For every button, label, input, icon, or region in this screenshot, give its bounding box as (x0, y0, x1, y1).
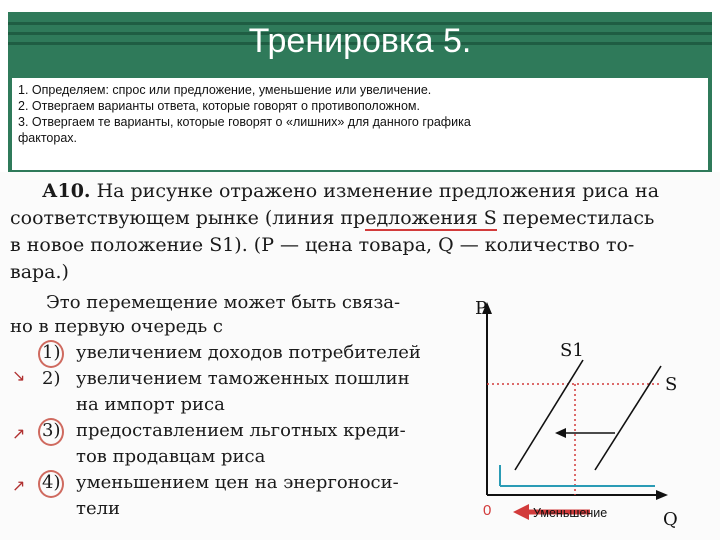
underline-mark (365, 229, 497, 231)
shift-arrow-icon (555, 428, 566, 438)
option-3-text: предоставлением льготных креди- (76, 420, 406, 441)
s1-line (515, 360, 583, 470)
question-text: На рисунке отражено изменение предложения риса на (96, 180, 660, 202)
option-number: 2) (42, 368, 61, 389)
crossout-mark (38, 470, 64, 498)
s-label: S (665, 374, 678, 395)
question-number: А10. (42, 180, 91, 202)
s-line (595, 366, 661, 470)
prompt-line: Это перемещение может быть связа- (46, 292, 401, 313)
up-arrow-icon: ↗ (12, 426, 26, 443)
header-band (0, 0, 720, 175)
decrease-arrow-icon (513, 504, 529, 520)
origin-label: 0 (483, 502, 492, 519)
option-3-text: тов продавцам риса (76, 446, 266, 467)
question-line: в новое положение S1). (Р — цена товара, Q — количество то- (10, 234, 635, 256)
prompt-line: но в первую очередь с (10, 316, 223, 337)
rule-line: 2. Отвергаем варианты ответа, которые говорят о противоположном. (18, 99, 420, 113)
s1-label: S1 (560, 340, 584, 361)
option-4-text: уменьшением цен на энергоноси- (76, 472, 399, 493)
crossout-mark (38, 418, 64, 446)
question-line: соответствующем рынке (линия предложения S переместилась (10, 207, 655, 229)
down-arrow-icon: ↘ (12, 368, 26, 385)
rule-line: 3. Отвергаем те варианты, которые говорят о «лишних» для данного графика (18, 115, 471, 129)
question-line: вара.) (10, 261, 69, 283)
x-axis-arrow-icon (656, 490, 668, 500)
option-2-text: увеличением таможенных пошлин (76, 368, 410, 389)
option-number: 4) (42, 472, 61, 493)
crossout-mark (38, 340, 64, 368)
decrease-caption: Уменьшение (533, 506, 608, 520)
option-1-text: увеличением доходов потребителей (76, 342, 421, 363)
question-line (42, 180, 659, 202)
x-axis-label: Q (663, 509, 678, 530)
up-arrow-icon: ↗ (12, 478, 26, 495)
rules-box (12, 78, 708, 170)
option-number: 1) (42, 342, 61, 363)
option-4-text: тели (76, 498, 121, 519)
option-number: 3) (42, 420, 61, 441)
slide-title: Тренировка 5. (248, 22, 472, 60)
rule-line: факторах. (18, 131, 78, 145)
supply-shift-graph (455, 290, 705, 530)
rule-line: 1. Определяем: спрос или предложение, уменьшение или увеличение. (18, 83, 432, 97)
y-axis-label: P (475, 298, 488, 319)
option-2-text: на импорт риса (76, 394, 225, 415)
